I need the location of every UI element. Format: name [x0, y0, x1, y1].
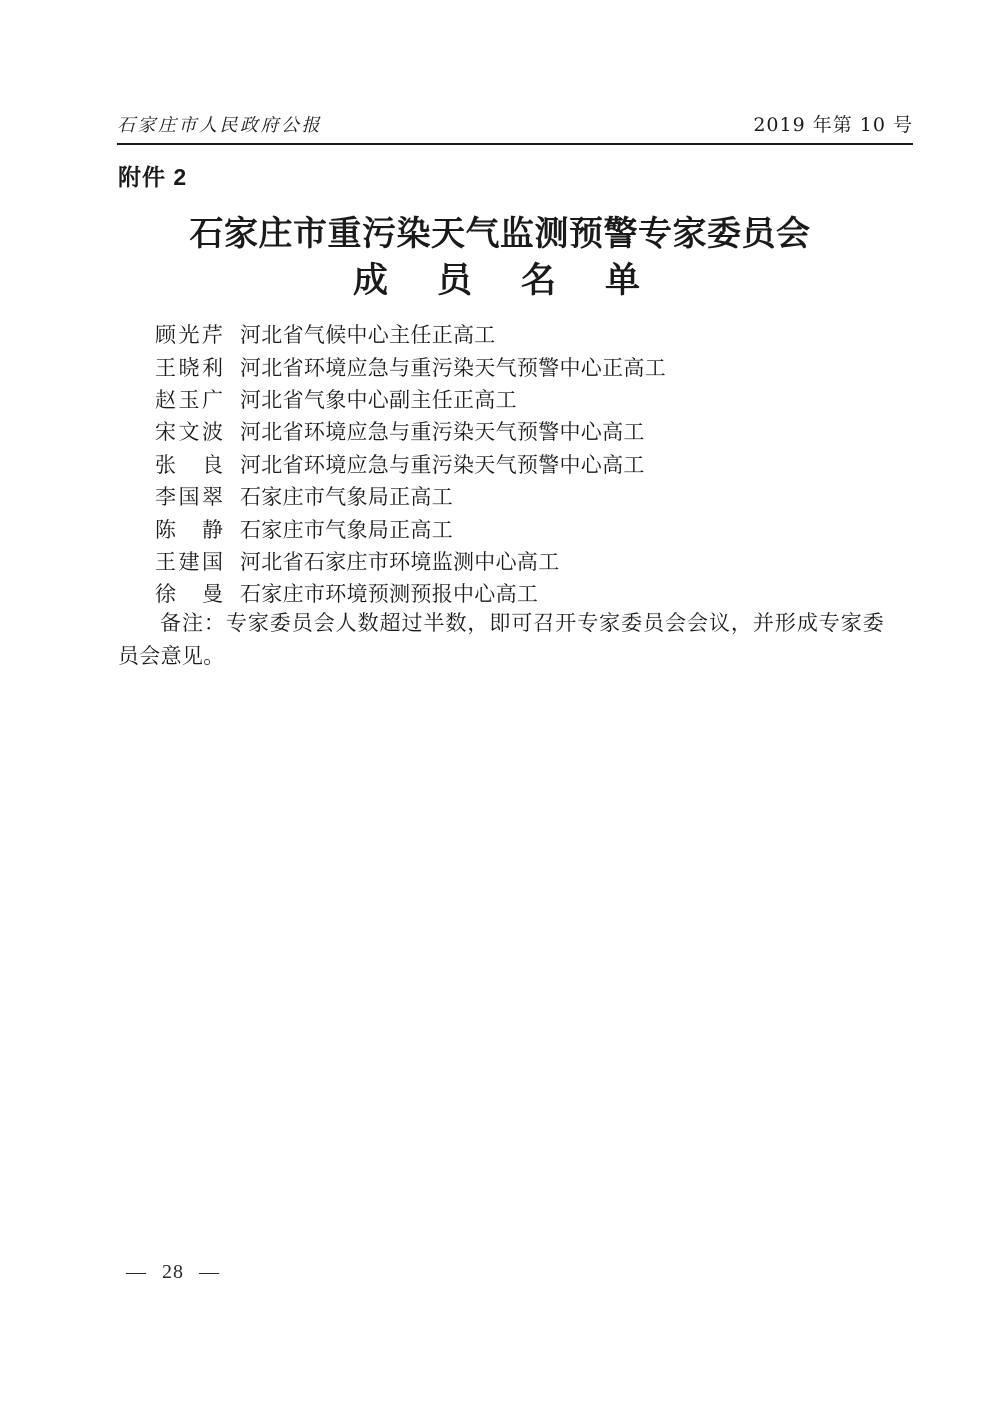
attachment-label: 附件 2 [118, 164, 188, 190]
member-affiliation: 河北省环境应急与重污染天气预警中心高工 [240, 452, 645, 477]
member-row [155, 383, 666, 415]
member-name: 顾 光 芹 [155, 323, 223, 348]
page-number: — 28 — [126, 1261, 220, 1283]
member-name: 陈 静 [155, 517, 223, 542]
member-row [155, 577, 666, 609]
member-name: 赵 玉 广 [155, 387, 223, 412]
member-row [155, 350, 666, 382]
member-row [155, 480, 666, 512]
member-affiliation: 河北省气候中心主任正高工 [240, 323, 496, 348]
member-list [155, 318, 666, 610]
member-affiliation: 河北省环境应急与重污染天气预警中心正高工 [240, 355, 666, 380]
document-title-line2: 成 员 名 单 [352, 261, 647, 300]
member-row [155, 545, 666, 577]
member-name: 宋 文 波 [155, 420, 223, 445]
member-row [155, 318, 666, 350]
member-affiliation: 石家庄市气象局正高工 [240, 517, 453, 542]
issue-number: 2019 年第 10 号 [753, 114, 913, 136]
publication-name: 石家庄市人民政府公报 [117, 115, 322, 135]
member-name: 张 良 [155, 452, 223, 477]
member-row [155, 448, 666, 480]
member-name: 王 晓 利 [155, 355, 223, 380]
page-header [117, 110, 913, 145]
member-affiliation: 石家庄市环境预测预报中心高工 [240, 582, 539, 607]
member-name: 徐 曼 [155, 582, 223, 607]
member-name: 王 建 国 [155, 549, 223, 574]
member-affiliation: 石家庄市气象局正高工 [240, 485, 453, 510]
member-affiliation: 河北省环境应急与重污染天气预警中心高工 [240, 420, 645, 445]
document-title-line1: 石家庄市重污染天气监测预警专家委员会 [189, 216, 811, 253]
member-name: 李 国 翠 [155, 485, 223, 510]
member-row [155, 415, 666, 447]
member-row [155, 512, 666, 544]
member-affiliation: 河北省石家庄市环境监测中心高工 [240, 549, 560, 574]
member-affiliation: 河北省气象中心副主任正高工 [240, 387, 517, 412]
note-paragraph: 备注：专家委员会人数超过半数，即可召开专家委员会会议，并形成专家委员会意见。 [118, 611, 884, 668]
